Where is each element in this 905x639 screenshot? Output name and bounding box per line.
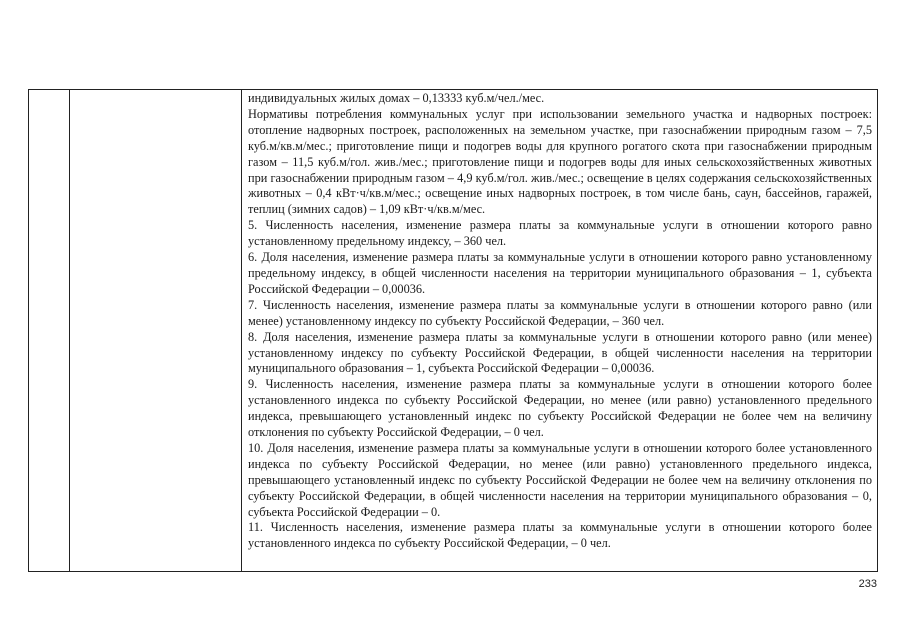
paragraph-item-5: 5. Численность населения, изменение размера платы за коммунальные услуги в отношении которого равно установленному предельному индексу, – 360 чел.: [248, 218, 872, 249]
paragraph-gas-norm-end: индивидуальных жилых домах – 0,13333 куб.м/чел./мес.: [248, 91, 545, 105]
table-text-cell: [248, 91, 872, 552]
paragraph-item-7: 7. Численность населения, изменение размера платы за коммунальные услуги в отношении которого равно (или менее) установленному индексу по субъекту Российской Федерации, – 360 чел.: [248, 297, 872, 328]
table-column-divider: [241, 90, 242, 571]
paragraph-consumption-norms: Нормативы потребления коммунальных услуг при использовании земельного участка и надворных построек: отопление надворных построек, расположенных на земельном участке, при газоснабжении природным газом – 7,5 куб.м/кв.м/мес.; приготовление пищи и подогрев воды для крупного рогатого скота при газоснабжении природным газом – 11,5 куб.м/гол. жив./мес.; приготовление пищи и подогрев воды для иных сельскохозяйственных животных при газоснабжении природным газом – 4,9 куб.м/гол. жив./мес.; освещение в целях содержания сельскохозяйственных животных – 0,4 кВт·ч/кв.м/мес.; освещение иных надворных построек, в том числе бань, саун, бассейнов, гаражей, теплиц (зимних садов) – 1,09 кВт·ч/кв.м/мес.: [248, 106, 872, 217]
paragraph-item-9: 9. Численность населения, изменение размера платы за коммунальные услуги в отношении которого более установленного индекса по субъекту Российской Федерации, но менее (или равно) установленного предельного индекса, превышающего установленный индекс по субъекту Российской Федерации не более чем на величину отклонения по субъекту Российской Федерации, – 0 чел.: [248, 377, 872, 440]
paragraph-item-11: 11. Численность населения, изменение размера платы за коммунальные услуги в отношении которого более установленного индекса по субъекту Российской Федерации, – 0 чел.: [248, 520, 872, 551]
paragraph-item-6: 6. Доля населения, изменение размера платы за коммунальные услуги в отношении которого равно установленному предельному индексу, в общей численности населения на территории муниципального образования – 1, субъекта Российской Федерации – 0,00036.: [248, 250, 872, 296]
page-number: 233: [858, 578, 877, 590]
document-table: [28, 89, 878, 572]
paragraph-item-8: 8. Доля населения, изменение размера платы за коммунальные услуги в отношении которого равно (или менее) установленному индексу по субъекту Российской Федерации, в общей численности населения на территории муниципального образования – 1, субъекта Российской Федерации – 0,00036.: [248, 329, 872, 376]
paragraph-item-10: 10. Доля населения, изменение размера платы за коммунальные услуги в отношении которого более установленного индекса по субъекту Российской Федерации, но менее (или равно) установленного предельного индекса, превышающего установленный индекс по субъекту Российской Федерации не более чем на величину отклонения по субъекту Российской Федерации, в общей численности населения на территории муниципального образования – 0, субъекта Российской Федерации – 0.: [248, 440, 872, 519]
table-column-divider: [69, 90, 70, 571]
